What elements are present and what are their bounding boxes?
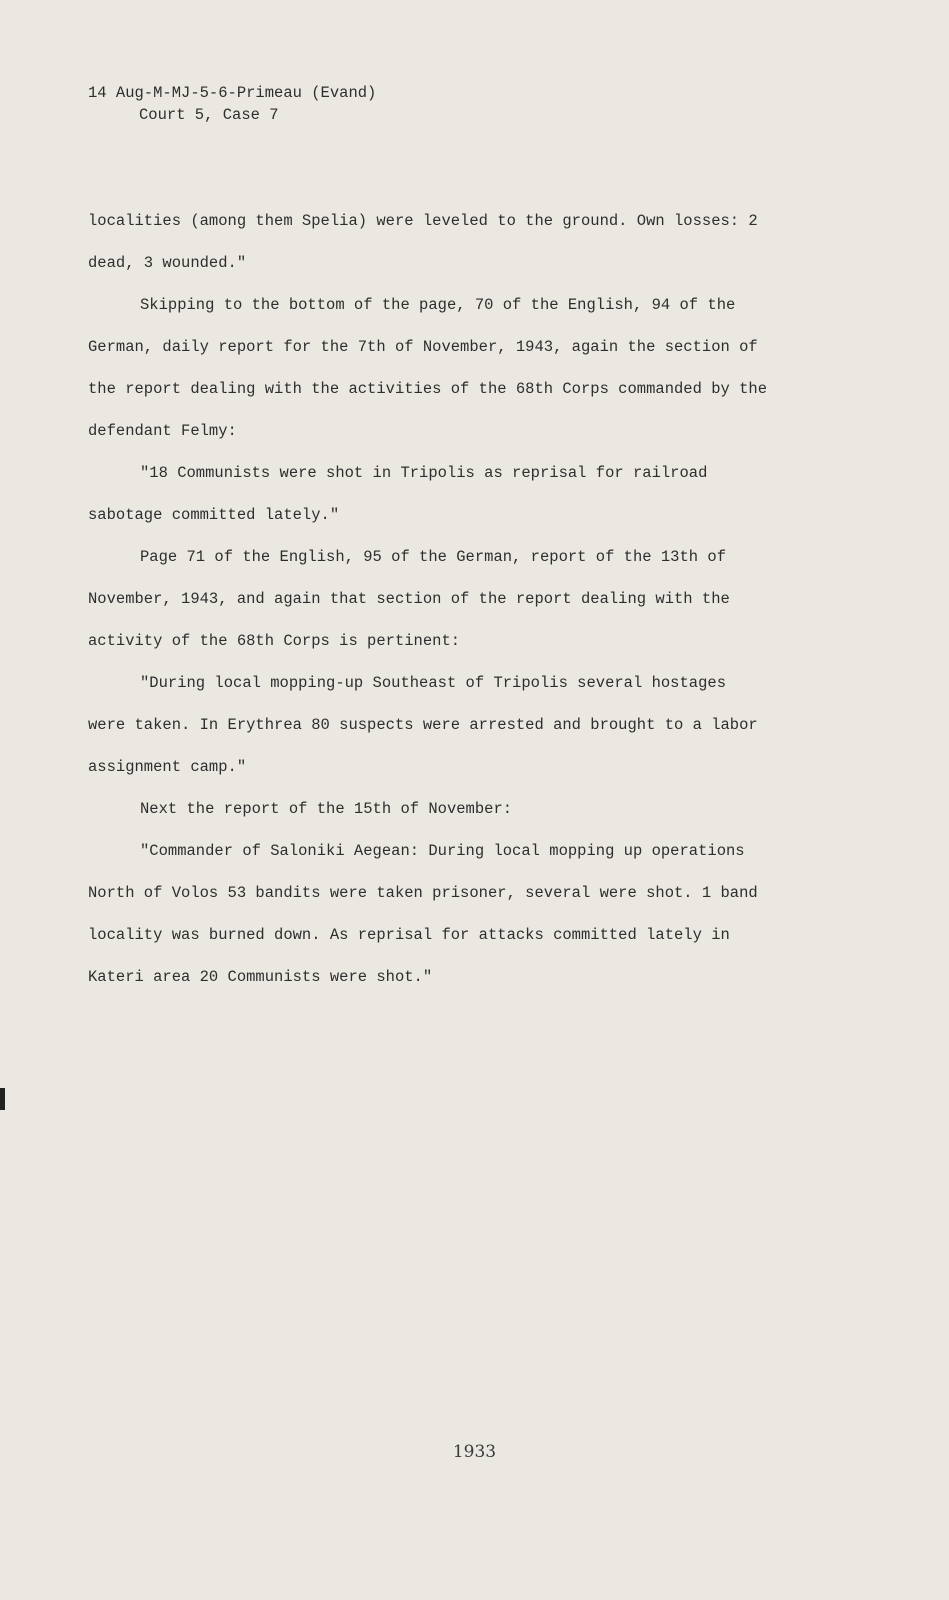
document-header [88,82,376,126]
header-reference: 14 Aug-M-MJ-5-6-Primeau (Evand) [88,84,377,102]
quoted-paragraph: "Commander of Saloniki Aegean: During local mopping up operations North of Volos 53 bandits were taken prisoner, several were shot. 1 band locality was burned down. As reprisal for attacks committed lately in Kateri area 20 Communists were shot." [88,842,758,986]
quoted-paragraph: "18 Communists were shot in Tripolis as reprisal for railroad sabotage committed lately." [88,464,708,524]
paragraph-continuation: localities (among them Spelia) were leveled to the ground. Own losses: 2 dead, 3 wounded." [88,212,758,272]
page-edge-mark [0,1088,5,1110]
header-court-case: Court 5, Case 7 [139,106,279,124]
quoted-paragraph: "During local mopping-up Southeast of Tripolis several hostages were taken. In Erythrea 80 suspects were arrested and brought to a labor assignment camp." [88,674,758,776]
paragraph: Next the report of the 15th of November: [140,800,513,818]
document-body [88,200,768,998]
page-number: 1933 [452,1442,497,1462]
paragraph: Page 71 of the English, 95 of the German, report of the 13th of November, 1943, and again that section of the report dealing with the activity of the 68th Corps is pertinent: [88,548,730,650]
paragraph: Skipping to the bottom of the page, 70 of the English, 94 of the German, daily report for the 7th of November, 1943, again the section of the report dealing with the activities of the 68th Corps commanded by the defendant Felmy: [88,296,768,440]
